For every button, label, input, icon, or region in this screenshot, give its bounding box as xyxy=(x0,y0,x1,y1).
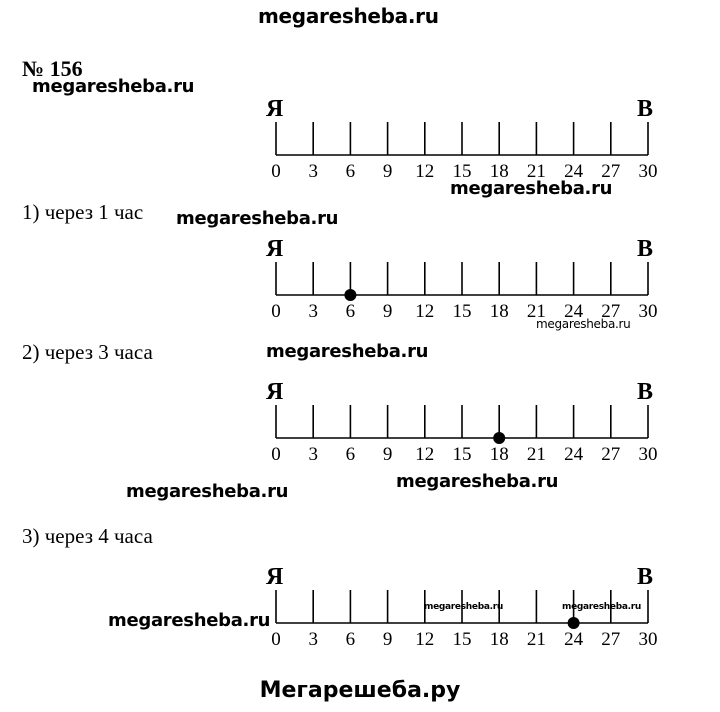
endpoint-end-label: В xyxy=(637,564,654,590)
tick-label: 18 xyxy=(489,629,509,650)
tick-label: 30 xyxy=(638,161,658,182)
tick-label: 18 xyxy=(489,301,509,322)
number-line-svg xyxy=(0,100,720,190)
tick-label: 3 xyxy=(308,629,318,650)
caption-2: 2) через 3 часа xyxy=(22,340,153,364)
tick-label: 24 xyxy=(564,444,584,465)
tick-label: 3 xyxy=(308,444,318,465)
watermark: megaresheba.ru xyxy=(176,208,339,229)
tick-label: 21 xyxy=(526,444,546,465)
tick-label: 27 xyxy=(601,161,621,182)
caption-3: 3) через 4 часа xyxy=(22,524,153,548)
tick-label: 21 xyxy=(526,301,546,322)
endpoint-start-label: Я xyxy=(266,564,284,590)
endpoint-start-label: Я xyxy=(266,96,284,122)
endpoint-end-label: В xyxy=(637,96,654,122)
tick-label: 18 xyxy=(489,161,509,182)
tick-label: 9 xyxy=(382,444,393,465)
tick-label: 3 xyxy=(308,161,318,182)
position-point xyxy=(344,289,356,301)
footer-brand: Мегарешеба.ру xyxy=(259,678,461,703)
tick-label: 24 xyxy=(564,629,584,650)
tick-label: 9 xyxy=(382,301,393,322)
tick-label: 12 xyxy=(415,444,435,465)
tick-label: 15 xyxy=(452,629,472,650)
number-line-svg xyxy=(0,240,720,330)
tick-label: 0 xyxy=(271,161,281,182)
tick-label: 24 xyxy=(564,161,584,182)
tick-label: 6 xyxy=(345,444,356,465)
tick-label: 0 xyxy=(271,629,281,650)
watermark: megaresheba.ru xyxy=(32,76,195,97)
watermark-top: megaresheba.ru xyxy=(258,4,439,28)
watermark: megaresheba.ru xyxy=(424,602,503,612)
tick-label: 9 xyxy=(382,161,393,182)
tick-label: 27 xyxy=(601,444,621,465)
tick-label: 15 xyxy=(452,444,472,465)
tick-label: 6 xyxy=(345,161,356,182)
problem-number: № 156 xyxy=(22,56,83,81)
position-point xyxy=(493,432,505,444)
tick-label: 6 xyxy=(345,629,356,650)
tick-label: 30 xyxy=(638,629,658,650)
endpoint-start-label: Я xyxy=(266,236,284,262)
caption-1: 1) через 1 час xyxy=(22,200,144,224)
endpoint-end-label: В xyxy=(637,379,654,405)
tick-label: 21 xyxy=(526,629,546,650)
tick-label: 3 xyxy=(308,301,318,322)
watermark: megaresheba.ru xyxy=(562,602,641,612)
tick-label: 27 xyxy=(601,301,621,322)
tick-label: 0 xyxy=(271,301,281,322)
tick-label: 24 xyxy=(564,301,584,322)
tick-label: 27 xyxy=(601,629,621,650)
watermark: megaresheba.ru xyxy=(450,178,613,199)
tick-label: 30 xyxy=(638,444,658,465)
tick-label: 0 xyxy=(271,444,281,465)
tick-label: 6 xyxy=(345,301,356,322)
tick-label: 12 xyxy=(415,629,435,650)
watermark: megaresheba.ru xyxy=(126,481,289,502)
watermark: megaresheba.ru xyxy=(266,341,429,362)
number-line-svg xyxy=(0,568,720,658)
tick-label: 15 xyxy=(452,301,472,322)
watermark: megaresheba.ru xyxy=(536,317,631,331)
tick-label: 21 xyxy=(526,161,546,182)
tick-label: 18 xyxy=(489,444,509,465)
tick-label: 9 xyxy=(382,629,393,650)
number-line-svg xyxy=(0,383,720,473)
tick-label: 30 xyxy=(638,301,658,322)
position-point xyxy=(568,617,580,629)
tick-label: 12 xyxy=(415,301,435,322)
tick-label: 15 xyxy=(452,161,472,182)
endpoint-end-label: В xyxy=(637,236,654,262)
watermark: megaresheba.ru xyxy=(396,471,559,492)
tick-label: 12 xyxy=(415,161,435,182)
endpoint-start-label: Я xyxy=(266,379,284,405)
watermark: megaresheba.ru xyxy=(108,610,271,631)
